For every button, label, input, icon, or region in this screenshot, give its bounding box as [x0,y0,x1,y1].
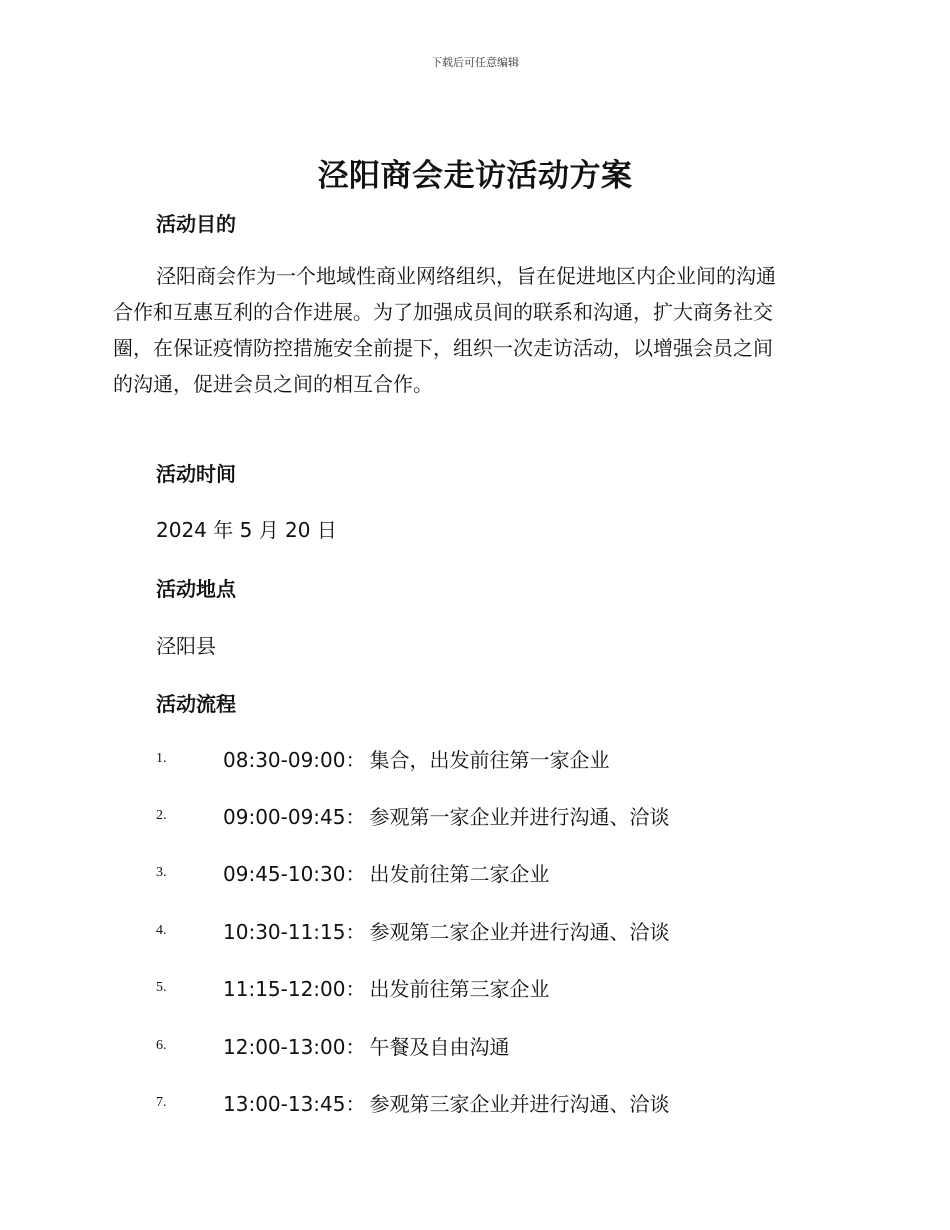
process-step: 4. 10:30-11:15： 参观第二家企业并进行沟通、洽谈 [156,920,670,944]
step-description: 出发前往第二家企业 [369,862,550,886]
document-title: 泾阳商会走访活动方案 [317,158,633,194]
step-time: 12:00-13:00 [223,1035,346,1059]
process-step: 1. 08:30-09:00： 集合，出发前往第一家企业 [156,748,610,772]
step-time: 13:00-13:45 [223,1092,346,1116]
step-number: 6. [156,1038,167,1053]
section-heading-time: 活动时间 [156,462,236,486]
process-step: 3. 09:45-10:30： 出发前往第二家企业 [156,862,550,886]
step-time: 08:30-09:00 [223,748,346,772]
purpose-paragraph [113,258,833,402]
step-description: 集合，出发前往第一家企业 [369,748,610,772]
step-description: 参观第一家企业并进行沟通、洽谈 [369,805,670,829]
step-number: 1. [156,751,167,766]
paragraph-line: 的沟通，促进会员之间的相互合作。 [113,372,433,396]
process-step: 7. 13:00-13:45： 参观第三家企业并进行沟通、洽谈 [156,1092,670,1116]
process-step: 2. 09:00-09:45： 参观第一家企业并进行沟通、洽谈 [156,805,670,829]
header-note: 下载后可任意编辑 [431,56,519,69]
step-description: 参观第二家企业并进行沟通、洽谈 [369,920,670,944]
section-heading-process: 活动流程 [156,692,236,716]
step-time: 11:15-12:00 [223,977,346,1001]
step-number: 3. [156,865,167,880]
step-description: 午餐及自由沟通 [369,1035,510,1059]
step-description: 参观第三家企业并进行沟通、洽谈 [369,1092,670,1116]
paragraph-line: 圈，在保证疫情防控措施安全前提下，组织一次走访活动，以增强会员之间 [113,336,773,360]
process-step: 6. 12:00-13:00： 午餐及自由沟通 [156,1035,510,1059]
process-step: 5. 11:15-12:00： 出发前往第三家企业 [156,977,550,1001]
step-number: 7. [156,1095,167,1110]
step-time: 09:45-10:30 [223,862,346,886]
step-description: 出发前往第三家企业 [369,977,550,1001]
step-number: 2. [156,808,167,823]
event-location: 泾阳县 [156,634,216,658]
section-heading-location: 活动地点 [156,577,236,601]
step-number: 4. [156,923,167,938]
step-time: 10:30-11:15 [223,920,346,944]
section-heading-purpose: 活动目的 [156,212,236,236]
event-date: 2024 年 5 月 20 日 [156,518,337,542]
paragraph-line: 泾阳商会作为一个地域性商业网络组织，旨在促进地区内企业间的沟通 [156,264,776,288]
step-number: 5. [156,980,167,995]
paragraph-line: 合作和互惠互利的合作进展。为了加强成员间的联系和沟通，扩大商务社交 [113,300,773,324]
step-time: 09:00-09:45 [223,805,346,829]
